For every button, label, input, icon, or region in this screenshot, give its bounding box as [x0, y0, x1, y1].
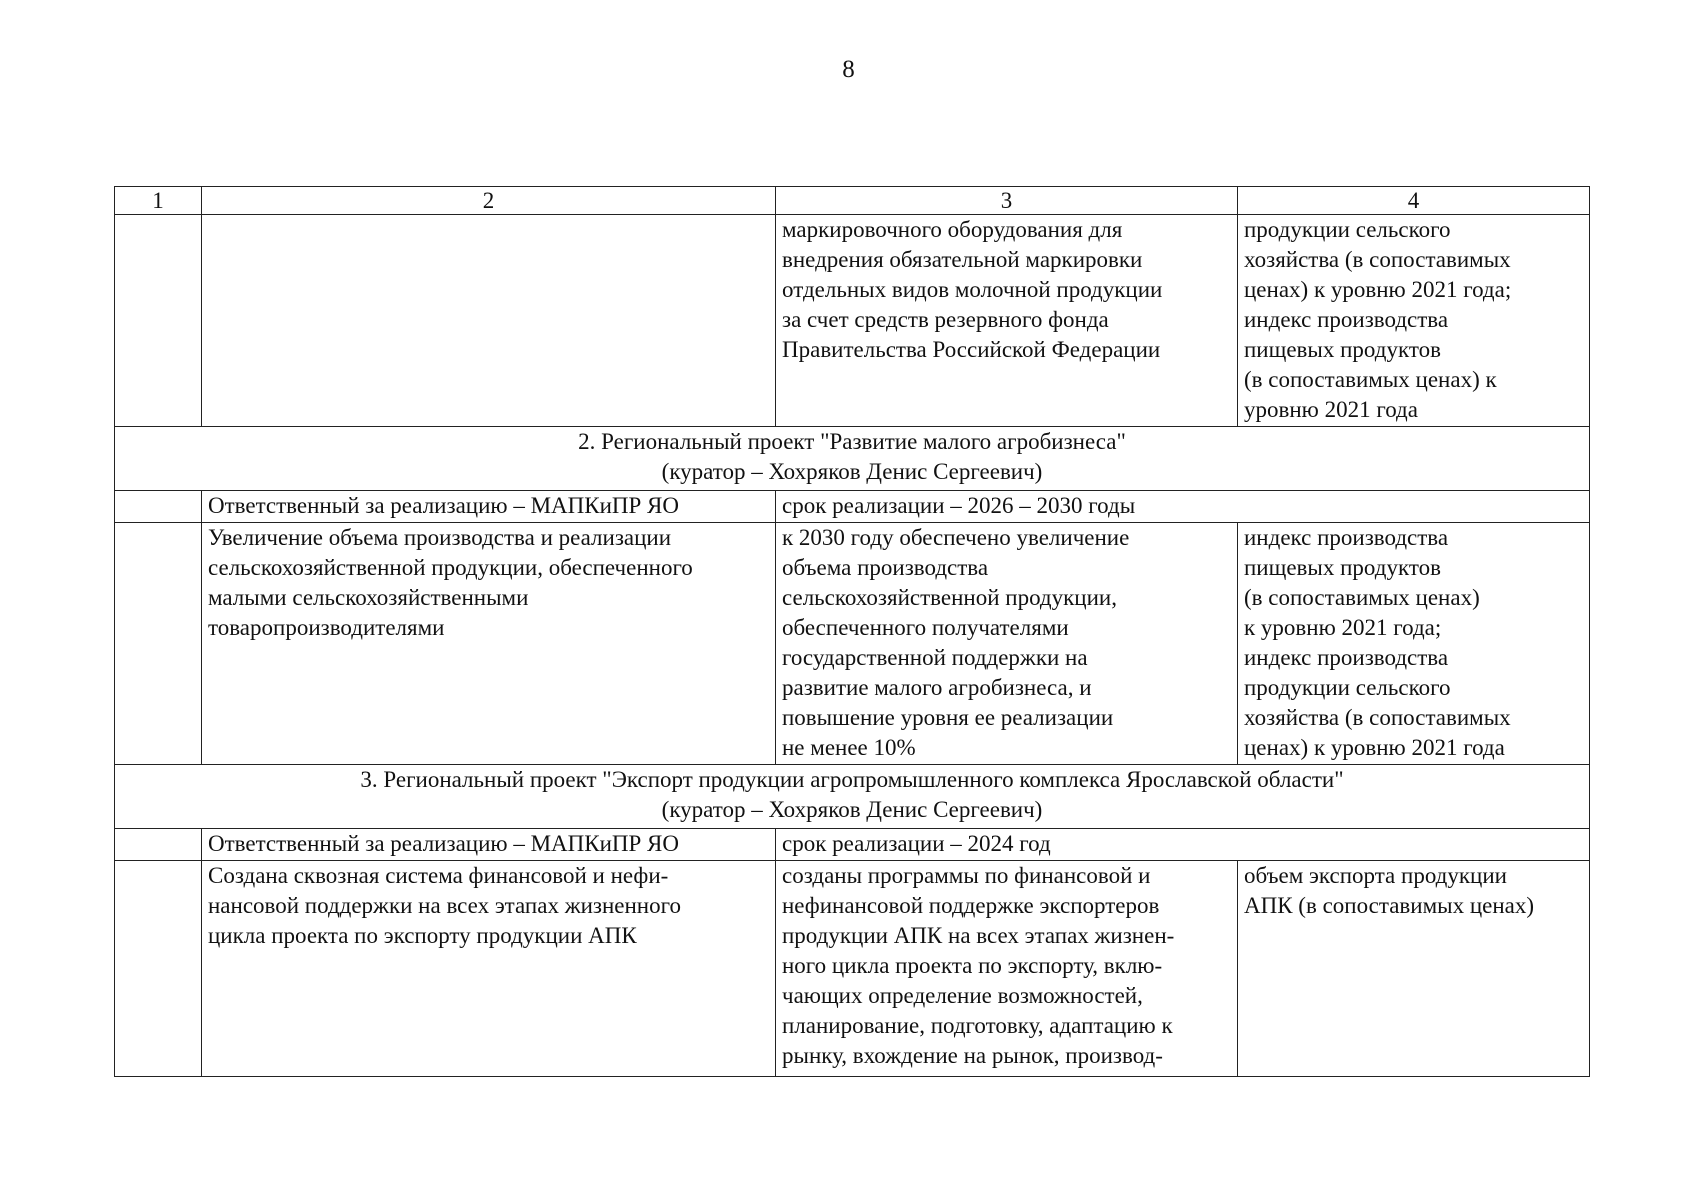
text-line: АПК (в сопоставимых ценах): [1244, 893, 1535, 918]
text-line: индекс производства: [1244, 525, 1449, 550]
text-line: продукции сельского: [1244, 675, 1451, 700]
column-number-2: 2: [202, 187, 776, 215]
table-cell-empty: [115, 523, 202, 765]
responsibility-row: [115, 829, 1590, 861]
section-title: 3. Региональный проект "Экспорт продукции агропромышленного комплекса Ярославской области": [360, 767, 1344, 792]
table-cell-empty: [115, 491, 202, 523]
text-line: ценах) к уровню 2021 года: [1244, 735, 1505, 760]
text-line: сельскохозяйственной продукции,: [782, 585, 1117, 610]
text-line: внедрения обязательной маркировки: [782, 247, 1143, 272]
text-line: отдельных видов молочной продукции: [782, 277, 1163, 302]
text-line: созданы программы по финансовой и: [782, 863, 1151, 888]
text-line: пищевых продуктов: [1244, 555, 1441, 580]
text-line: обеспеченного получателями: [782, 615, 1069, 640]
indicator-cell: [1238, 861, 1590, 1077]
section-2-header: [115, 427, 1590, 491]
text-line: чающих определение возможностей,: [782, 983, 1143, 1008]
table-cell-empty: [115, 215, 202, 427]
text-line: к 2030 году обеспечено увеличение: [782, 525, 1130, 550]
text-line: ценах) к уровню 2021 года;: [1244, 277, 1512, 302]
text-line: цикла проекта по экспорту продукции АПК: [208, 923, 637, 948]
text-line: планирование, подготовку, адаптацию к: [782, 1013, 1173, 1038]
text-line: нансовой поддержки на всех этапах жизненного: [208, 893, 681, 918]
section-curator: (куратор – Хохряков Денис Сергеевич): [661, 459, 1043, 484]
text-line: за счет средств резервного фонда: [782, 307, 1109, 332]
text-line: индекс производства: [1244, 307, 1449, 332]
text-line: к уровню 2021 года;: [1244, 615, 1442, 640]
program-table: [114, 186, 1590, 1077]
expected-effect-cell: [776, 215, 1238, 427]
text-line: индекс производства: [1244, 645, 1449, 670]
text-line: государственной поддержки на: [782, 645, 1088, 670]
text-line: хозяйства (в сопоставимых: [1244, 247, 1511, 272]
table-cell-empty: [115, 861, 202, 1077]
text-line: объем экспорта продукции: [1244, 863, 1507, 888]
task-cell: [202, 861, 776, 1077]
text-line: продукции сельского: [1244, 217, 1451, 242]
table-cell-empty: [202, 215, 776, 427]
column-number-3: 3: [776, 187, 1238, 215]
text-line: хозяйства (в сопоставимых: [1244, 705, 1511, 730]
text-line: (в сопоставимых ценах) к: [1244, 367, 1497, 392]
column-number-1: 1: [115, 187, 202, 215]
text-line: пищевых продуктов: [1244, 337, 1441, 362]
text-line: малыми сельскохозяйственными: [208, 585, 529, 610]
expected-effect-cell: [776, 523, 1238, 765]
text-line: продукции АПК на всех этапах жизнен-: [782, 923, 1175, 948]
text-line: уровню 2021 года: [1244, 397, 1418, 422]
section-header-row: [115, 427, 1590, 491]
text-line: не менее 10%: [782, 735, 916, 760]
column-number-4: 4: [1238, 187, 1590, 215]
text-line: маркировочного оборудования для: [782, 217, 1123, 242]
page-number: 8: [842, 56, 855, 83]
text-line: (в сопоставимых ценах): [1244, 585, 1480, 610]
expected-effect-cell: [776, 861, 1238, 1077]
text-line: объема производства: [782, 555, 989, 580]
section-header-row: [115, 765, 1590, 829]
text-line: нефинансовой поддержке экспортеров: [782, 893, 1160, 918]
task-cell: [202, 523, 776, 765]
text-line: рынку, вхождение на рынок, производ-: [782, 1043, 1163, 1068]
text-line: Увеличение объема производства и реализации: [208, 525, 672, 550]
term-cell: срок реализации – 2026 – 2030 годы: [776, 491, 1590, 523]
indicator-cell: [1238, 215, 1590, 427]
table-row: [115, 215, 1590, 427]
indicator-cell: [1238, 523, 1590, 765]
section-curator: (куратор – Хохряков Денис Сергеевич): [661, 797, 1043, 822]
text-line: повышение уровня ее реализации: [782, 705, 1114, 730]
text-line: Создана сквозная система финансовой и нефи-: [208, 863, 669, 888]
table-row: [115, 523, 1590, 765]
header-row: [115, 187, 1590, 215]
text-line: сельскохозяйственной продукции, обеспеченного: [208, 555, 693, 580]
text-line: товаропроизводителями: [208, 615, 445, 640]
responsible-cell: Ответственный за реализацию – МАПКиПР ЯО: [202, 829, 776, 861]
text-line: ного цикла проекта по экспорту, вклю-: [782, 953, 1163, 978]
section-title: 2. Региональный проект "Развитие малого агробизнеса": [578, 429, 1126, 454]
table-cell-empty: [115, 829, 202, 861]
responsible-cell: Ответственный за реализацию – МАПКиПР ЯО: [202, 491, 776, 523]
section-3-header: [115, 765, 1590, 829]
text-line: Правительства Российской Федерации: [782, 337, 1161, 362]
responsibility-row: [115, 491, 1590, 523]
table-row: [115, 861, 1590, 1077]
term-cell: срок реализации – 2024 год: [776, 829, 1590, 861]
text-line: развитие малого агробизнеса, и: [782, 675, 1092, 700]
